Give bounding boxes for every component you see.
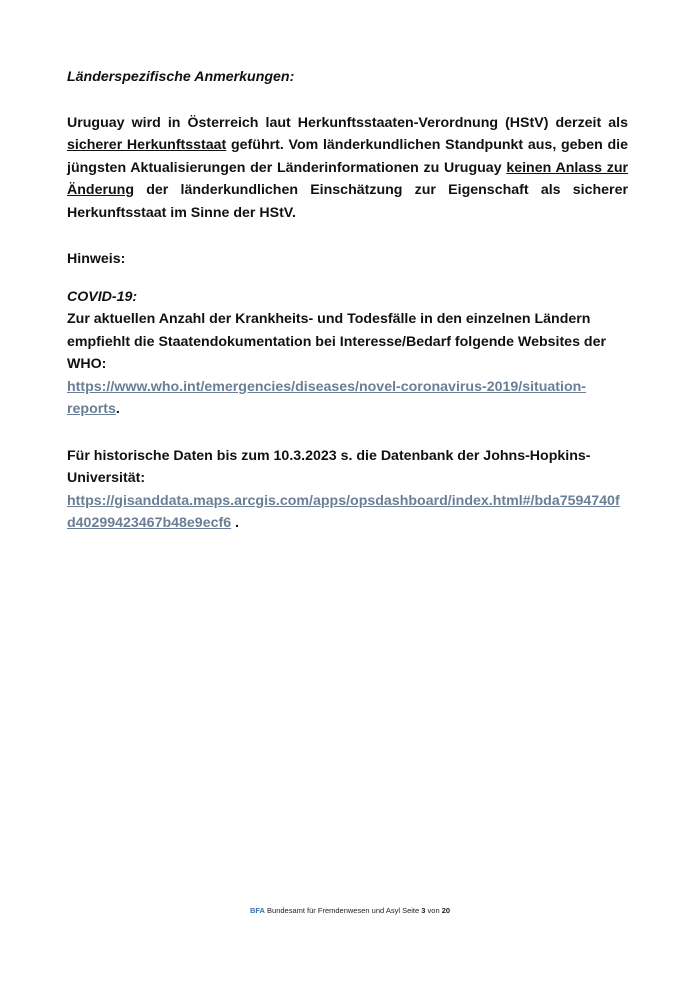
paragraph-text: der länderkundlichen Einschätzung zur Eigenschaft als sicherer Herkunftsstaat im Sinne der HStV. [67,182,628,221]
document-body [67,66,628,535]
paragraph-text: geführt. Vom länderkundlichen Standpunkt aus, geben die jüngsten Aktualisierungen der Länderinformationen zu Uruguay [67,137,628,176]
link-suffix: . [231,515,239,531]
spacer [67,224,628,248]
covid-heading: COVID-19: [67,288,138,305]
bfa-logo-text: BFA [249,906,265,915]
jhu-link-line [67,490,628,535]
no-change-term: keinen Anlass zur Änderung [67,159,629,198]
paragraph-text: Uruguay wird in Österreich laut Herkunftsstaaten-Verordnung (HStV) derzeit als [67,114,628,131]
page-footer [0,906,700,916]
historic-data-text: Für historische Daten bis zum 10.3.2023 s. die Datenbank der Johns-Hopkins-Universität: [67,447,591,486]
footer-of: von [425,906,442,915]
spacer [67,271,628,286]
spacer [67,89,628,112]
spacer [67,421,628,445]
country-assessment-paragraph [67,112,628,225]
footer-page-total: 20 [441,906,451,915]
who-link-line [67,376,628,421]
link-suffix: . [115,401,120,417]
who-link[interactable]: https://www.who.int/emergencies/diseases/novel-coronavirus-2019/situation-reports [67,378,587,417]
jhu-link[interactable]: https://gisanddata.maps.arcgis.com/apps/opsdashboard/index.html#/bda7594740fd40299423467b48e9ecf6 [67,492,620,531]
hinweis-heading: Hinweis: [67,251,126,267]
section-heading: Länderspezifische Anmerkungen: [67,69,295,85]
covid-text: Zur aktuellen Anzahl der Krankheits- und Todesfälle in den einzelnen Ländern empfiehlt die Staatendokumentation bei Interesse/Bedarf folgende Websites der WHO: [67,311,606,372]
footer-page-number: 3 [421,906,426,915]
footer-org: Bundesamt für Fremdenwesen und Asyl Seite [264,906,422,915]
safe-country-term: sicherer Herkunftsstaat [67,137,227,153]
